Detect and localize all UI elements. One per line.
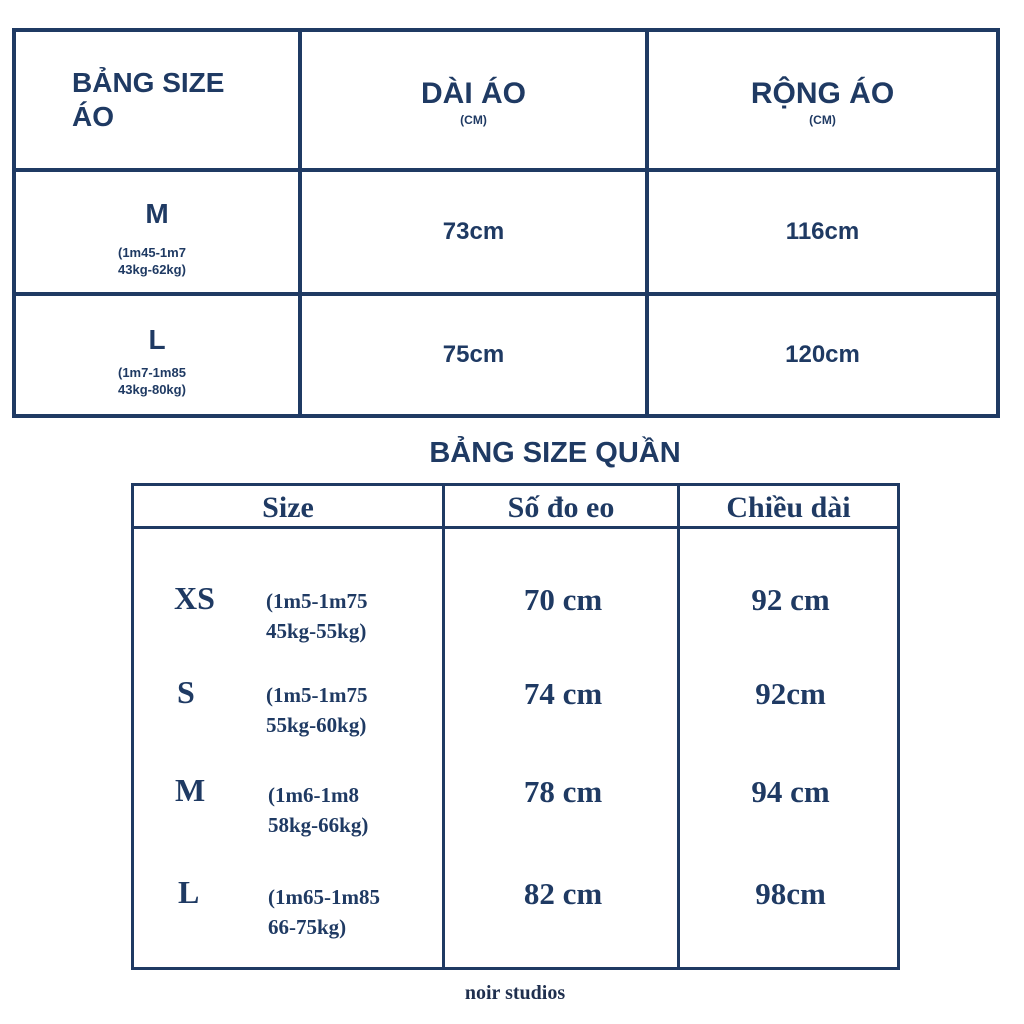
pants-size-letter: XS	[174, 580, 215, 616]
shirt-row-m-width	[649, 172, 996, 296]
pants-size-detail: (1m5-1m75 55kg-60kg)	[266, 683, 368, 737]
shirt-size-detail: (1m45-1m7 43kg-62kg)	[118, 245, 186, 277]
pants-waist-value: 82 cm	[523, 876, 603, 911]
pants-length-value: 98cm	[755, 876, 826, 911]
shirt-width-label: RỘNG ÁO	[750, 77, 895, 110]
shirt-size-detail: (1m7-1m85 43kg-80kg)	[118, 365, 186, 397]
pants-waist-value: 70 cm	[523, 582, 603, 617]
shirt-table-title: BẢNG SIZE ÁO	[72, 67, 225, 132]
pants-header-length: Chiều dài	[726, 491, 851, 524]
header-divider	[134, 526, 897, 529]
pants-header-waist: Số đo eo	[507, 491, 615, 524]
pants-waist-value: 74 cm	[523, 676, 603, 711]
shirt-col-width-header	[649, 32, 996, 172]
pants-length-value: 92 cm	[751, 582, 830, 617]
pants-size-letter: L	[178, 874, 200, 910]
pants-row-l	[134, 874, 897, 954]
shirt-size-table	[12, 28, 1000, 418]
pants-waist-value: 78 cm	[523, 774, 603, 809]
shirt-col-length-header	[302, 32, 649, 172]
shirt-row-l-length	[302, 296, 649, 414]
shirt-length-label: DÀI ÁO	[421, 77, 526, 110]
shirt-size-letter: L	[148, 324, 166, 355]
shirt-width-value: 120cm	[785, 341, 860, 368]
pants-row-s	[134, 674, 897, 754]
pants-length-value: 94 cm	[751, 774, 830, 809]
pants-size-detail: (1m6-1m8 58kg-66kg)	[268, 783, 369, 837]
shirt-length-value: 75cm	[442, 341, 505, 368]
shirt-row-l-size	[16, 296, 302, 414]
shirt-row-l-width	[649, 296, 996, 414]
shirt-width-value: 116cm	[785, 218, 860, 245]
shirt-table-corner	[16, 32, 302, 172]
shirt-size-letter: M	[145, 198, 169, 229]
shirt-length-value: 73cm	[442, 218, 505, 245]
pants-size-detail: (1m5-1m75 45kg-55kg)	[266, 589, 368, 643]
pants-size-letter: M	[175, 772, 206, 808]
brand-footer: noir studios	[464, 982, 566, 1004]
pants-size-table	[131, 483, 900, 970]
shirt-width-unit: (CM)	[809, 113, 836, 127]
pants-row-xs	[134, 580, 897, 660]
pants-size-letter: S	[177, 674, 195, 710]
pants-length-value: 92cm	[755, 676, 826, 711]
shirt-row-m-size	[16, 172, 302, 296]
pants-table-title: BẢNG SIZE QUẦN	[429, 437, 681, 469]
pants-row-m	[134, 772, 897, 852]
pants-size-detail: (1m65-1m85 66-75kg)	[268, 885, 380, 939]
pants-header-size: Size	[262, 491, 314, 524]
shirt-row-m-length	[302, 172, 649, 296]
shirt-length-unit: (CM)	[460, 113, 487, 127]
